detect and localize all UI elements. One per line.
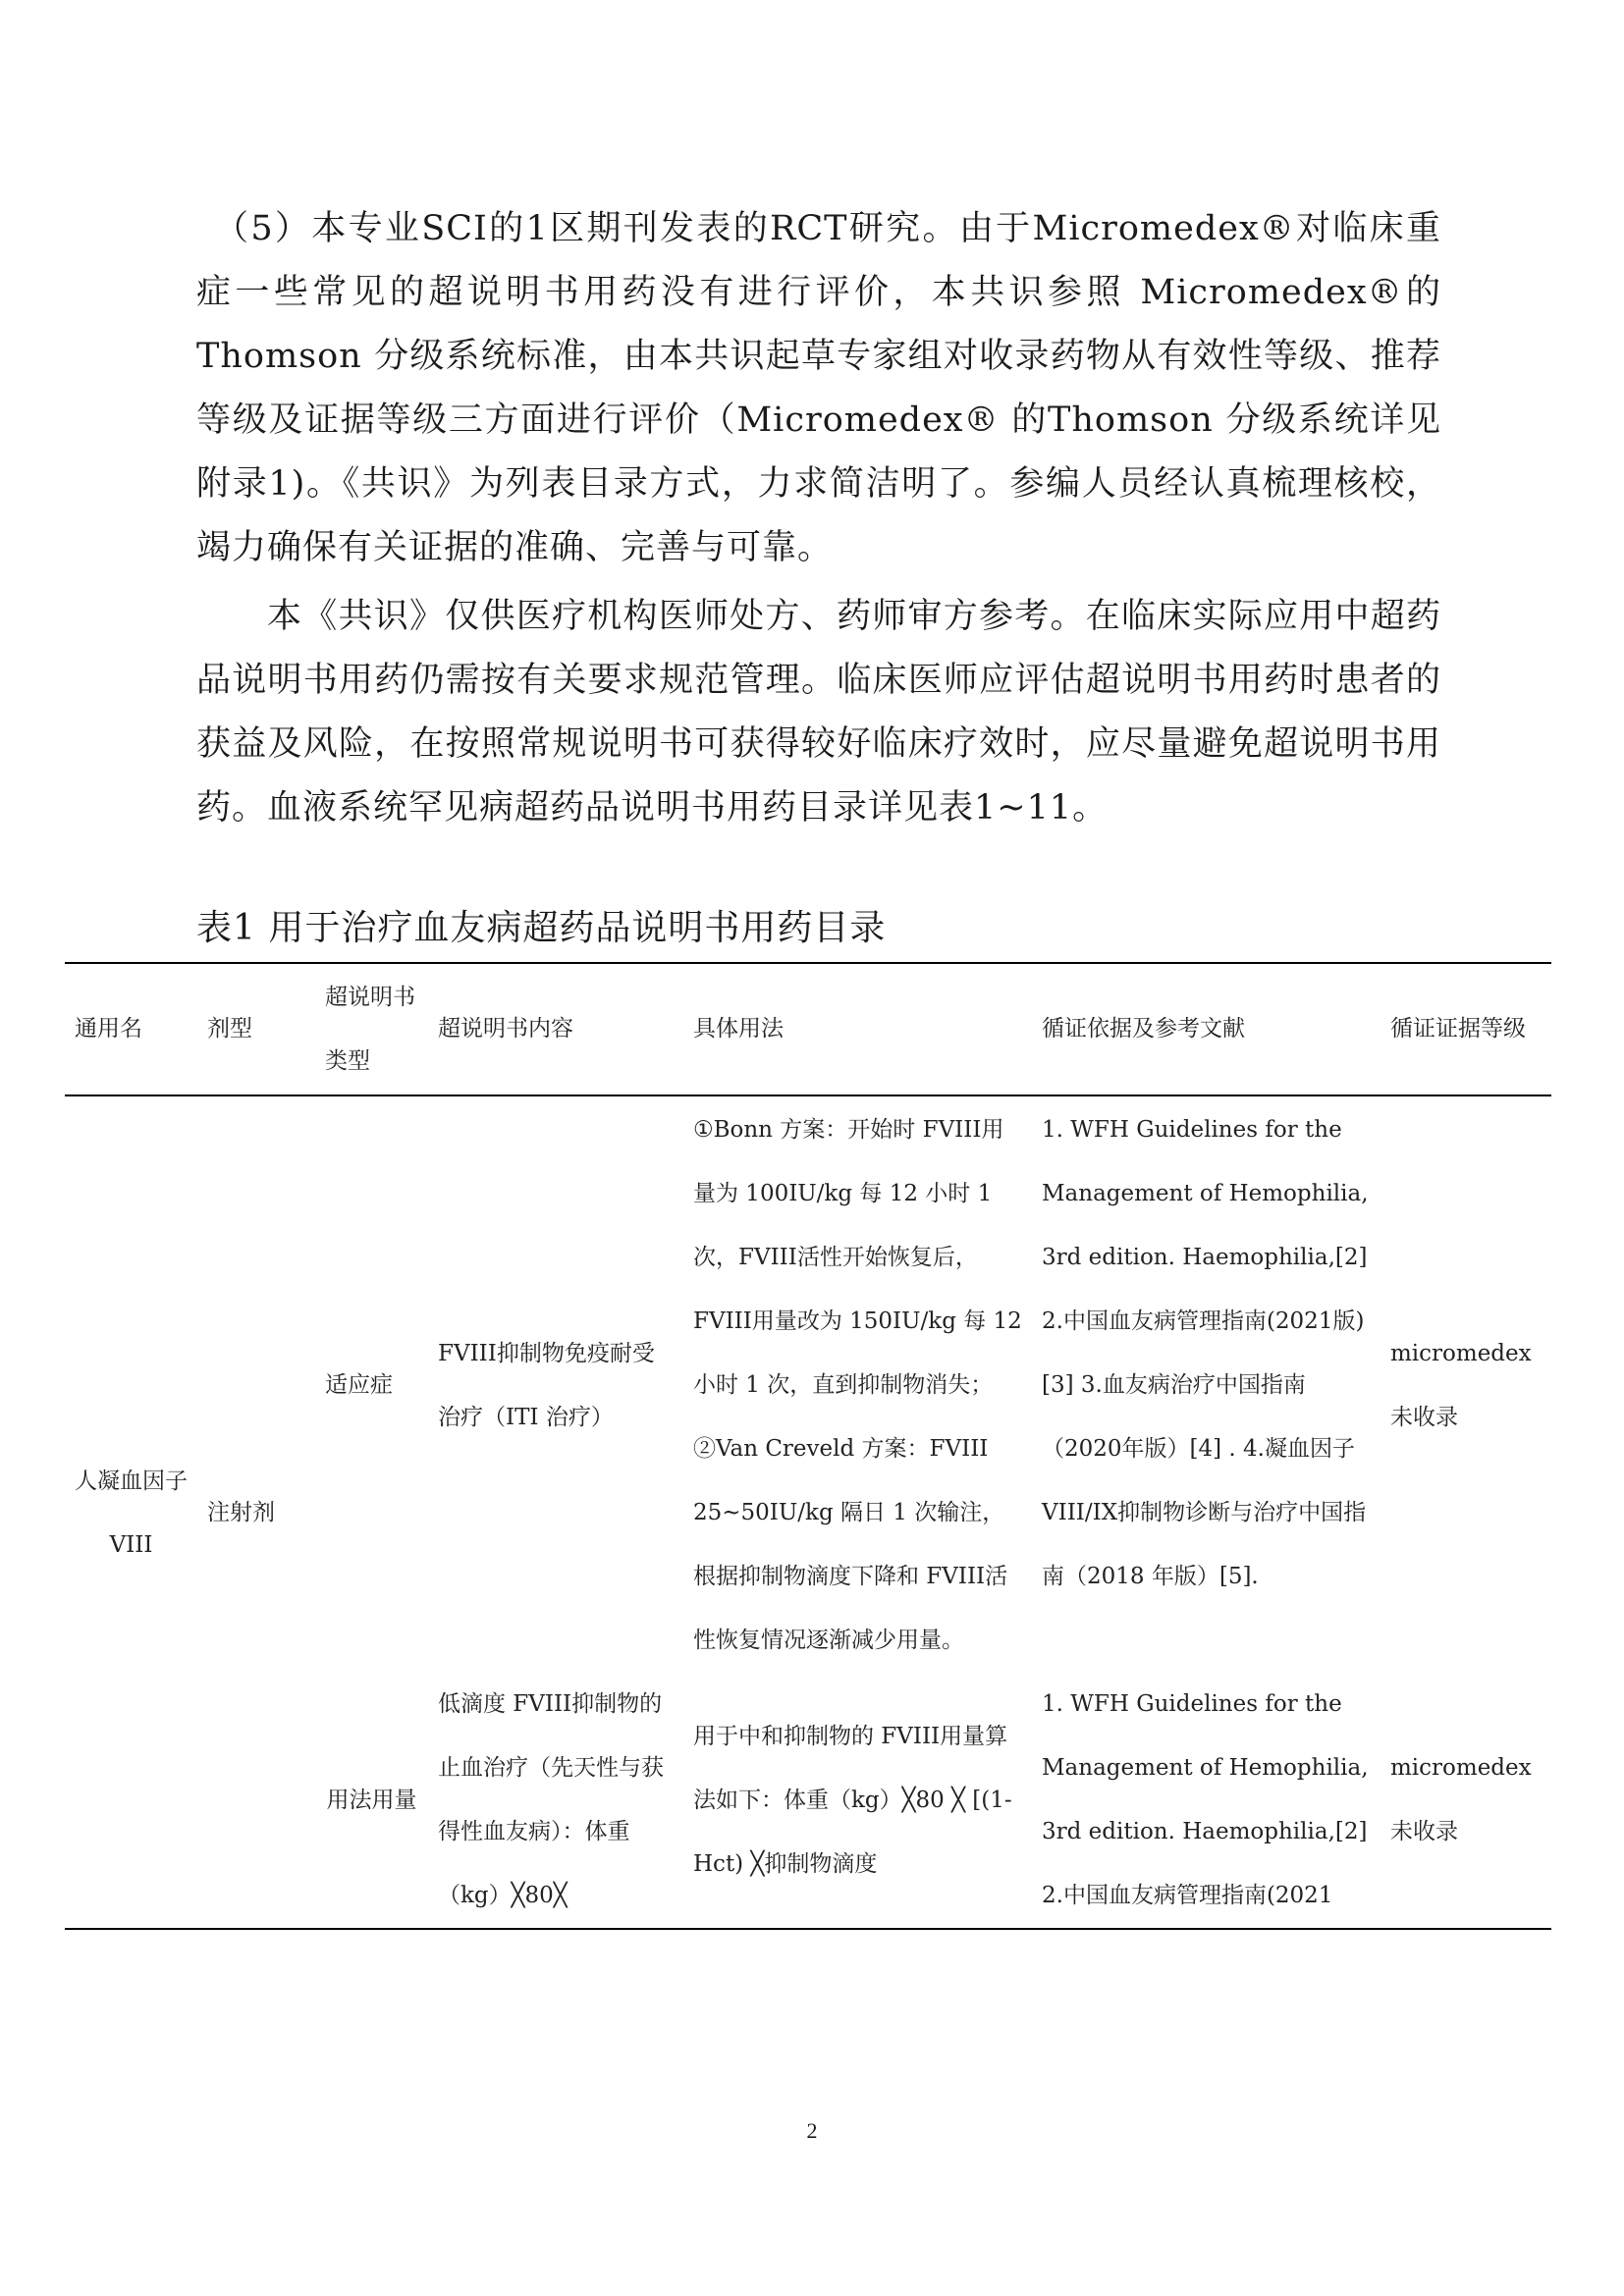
header-dosage-form: 剂型 (197, 963, 315, 1095)
cell-generic-name: 人凝血因子VIII (75, 1468, 188, 1558)
cell-usage: 用于中和抑制物的 FVIII用量算法如下：体重（kg）╳80 ╳ [(1-Hct) ╳抑制物滴度 (693, 1723, 1012, 1877)
header-generic-name: 通用名 (65, 963, 197, 1095)
cell-off-label-content: FVIII抑制物免疫耐受治疗（ITI 治疗） (438, 1340, 655, 1430)
header-usage: 具体用法 (683, 963, 1032, 1095)
cell-usage: ①Bonn 方案：开始时 FVIII用量为 100IU/kg 每 12 小时 1次，FVIII活性开始恢复后，FVIII用量改为 150IU/kg 每 12小时 1 次，直到抑制物消失；②Van Creveld 方案：FVIII 25~50IU/kg 隔日 1 次输注，根据抑制物滴度下降和 FVIII活性恢复情况逐渐减少用量。 (693, 1117, 1022, 1653)
table-row (65, 1095, 1551, 1673)
table-header-row (65, 963, 1551, 1095)
header-off-label-content: 超说明书内容 (428, 963, 683, 1095)
off-label-drug-table (65, 962, 1551, 1930)
header-evidence: 循证依据及参考文献 (1032, 963, 1380, 1095)
cell-dosage-form: 注射剂 (207, 1500, 275, 1525)
cell-evidence: 1. WFH Guidelines for the Management of Hemophilia, 3rd edition. Haemophilia,[2] 2.中国血友病管理指南(2021 (1042, 1691, 1369, 1908)
cell-evidence: 1. WFH Guidelines for the Management of Hemophilia, 3rd edition. Haemophilia,[2] 2.中国血友病管理指南(2021版)[3] 3.血友病治疗中国指南（2020年版）[4] . 4.凝血因子VIII/IX抑制物诊断与治疗中国指南（2018 年版）[5]. (1042, 1117, 1369, 1589)
table-caption: 表1 用于治疗血友病超药品说明书用药目录 (196, 908, 887, 948)
cell-evidence-level: micromedex未收录 (1390, 1755, 1532, 1844)
page-number: 2 (806, 2118, 818, 2143)
body-paragraph: 本《共识》仅供医疗机构医师处方、药师审方参考。在临床实际应用中超药品说明书用药仍需按有关要求规范管理。临床医师应评估超说明书用药时患者的获益及风险，在按照常规说明书可获得较好临床疗效时，应尽量避免超说明书用药。血液系统罕见病超药品说明书用药目录详见表1~11。 (196, 597, 1441, 828)
header-off-label-type: 超说明书类型 (315, 963, 428, 1095)
header-evidence-level: 循证证据等级 (1380, 963, 1551, 1095)
cell-evidence-level: micromedex未收录 (1390, 1340, 1532, 1430)
body-paragraph: （5）本专业SCI的1区期刊发表的RCT研究。由于Micromedex®对临床重症一些常见的超说明书用药没有进行评价，本共识参照 Micromedex®的Thomson 分级系统标准，由本共识起草专家组对收录药物从有效性等级、推荐等级及证据等级三方面进行评价（Micromedex® 的Thomson 分级系统详见附录1)。《共识》为列表目录方式，力求简洁明了。参编人员经认真梳理核校，竭力确保有关证据的准确、完善与可靠。 (196, 209, 1441, 567)
cell-off-label-content: 低滴度 FVIII抑制物的止血治疗（先天性与获得性血友病）：体重（kg）╳80╳ (438, 1691, 664, 1908)
cell-off-label-type: 用法用量 (326, 1787, 417, 1813)
cell-off-label-type: 适应症 (325, 1372, 393, 1398)
